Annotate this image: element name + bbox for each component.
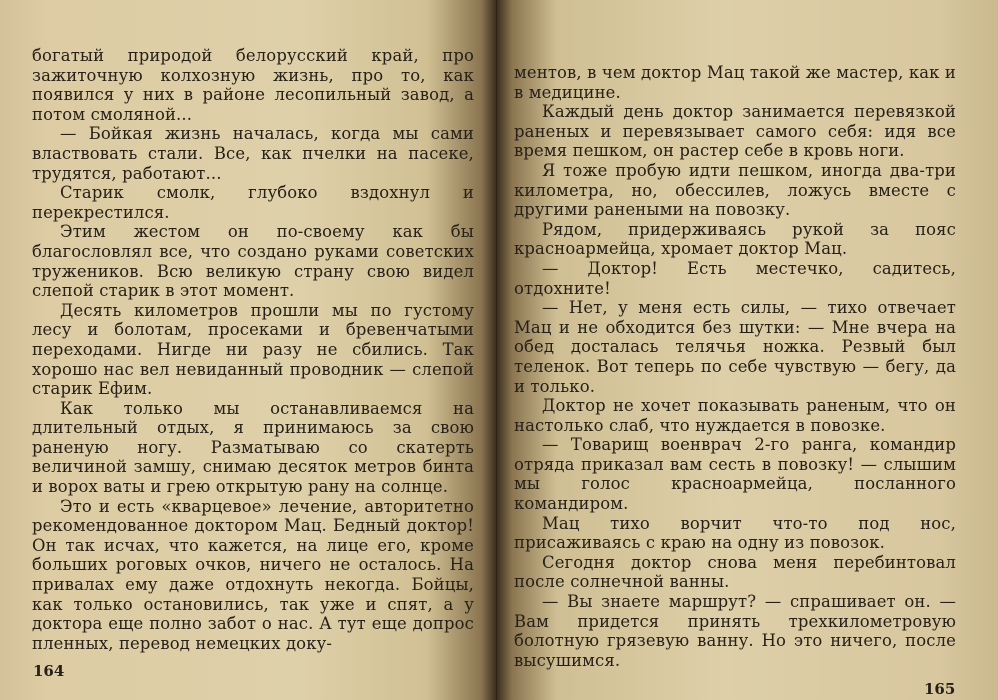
- page-number: 165: [924, 680, 956, 698]
- paragraph: Каждый день доктор занимается перевязкой раненых и перевязывает самого себя: идя все время пешком, он растер себе в кровь ноги.: [514, 102, 956, 161]
- page-number: 164: [33, 662, 65, 680]
- paragraph: — Доктор! Есть местечко, садитесь, отдохните!: [514, 258, 956, 298]
- paragraph: богатый природой белорусский край, про зажиточную колхозную жизнь, про то, как появился у них в районе лесопильный завод, а потом смоляной...: [32, 46, 474, 124]
- paragraph: — Нет, у меня есть силы, — тихо отвечает Мац и не обходится без шутки: — Мне вчера на обед досталась телячья ножка. Резвый был теленок. Вот теперь по себе чувствую — бегу, да и только.: [514, 298, 956, 396]
- paragraph: Как только мы останавливаемся на длительный отдых, я принимаюсь за свою раненую ногу. Разматываю со скатерть величиной замшу, снимаю десяток метров бинта и ворох ваты и грею открытую рану на солнце.: [32, 398, 474, 497]
- paragraph: — Товарищ военврач 2-го ранга, командир отряда приказал вам сесть в повозку! — слышим мы голос красноармейца, посланного командиром.: [514, 435, 956, 514]
- paragraph: Рядом, придерживаясь рукой за пояс красноармейца, хромает доктор Мац.: [514, 219, 956, 259]
- paragraph: Старик смолк, глубоко вздохнул и перекрестился.: [32, 183, 474, 222]
- left-page: [0, 0, 496, 700]
- paragraph: Это и есть «кварцевое» лечение, авторитетно рекомендованное доктором Мац. Бедный доктор! Он так исчах, что кажется, на лице его, кроме больших роговых очков, ничего не осталось. На привалах ему даже отдохнуть некогда. Бойцы, как только остановились, так уже и спят, а у доктора еще полно забот о нас. А тут еще допрос пленных, перевод немецких доку-: [32, 496, 474, 653]
- paragraph: — Бойкая жизнь началась, когда мы сами властвовать стали. Все, как пчелки на пасеке, трудятся, работают...: [32, 124, 474, 183]
- paragraph: ментов, в чем доктор Мац такой же мастер, как и в медицине.: [514, 63, 956, 102]
- paragraph: Мац тихо ворчит что-то под нос, присаживаясь с краю на одну из повозок.: [514, 513, 956, 553]
- right-page-text: [514, 63, 956, 670]
- right-page: [497, 0, 998, 700]
- paragraph: Этим жестом он по-своему как бы благословлял все, что создано руками советских тружеников. Всю великую страну свою видел слепой старик в этот момент.: [32, 222, 474, 301]
- paragraph: Доктор не хочет показывать раненым, что он настолько слаб, что нуждается в повозке.: [514, 396, 956, 435]
- paragraph: Десять километров прошли мы по густому лесу и болотам, просеками и бревенчатыми переходами. Нигде ни разу не сбились. Так хорошо нас вел невиданный проводник — слепой старик Ефим.: [32, 300, 474, 399]
- left-page-text: [32, 46, 474, 653]
- paragraph: — Вы знаете маршрут? — спрашивает он. — Вам придется принять трехкилометровую болотную грязевую ванну. Но это ничего, после высушимся.: [514, 592, 956, 670]
- paragraph: Я тоже пробую идти пешком, иногда два-три километра, но, обессилев, ложусь вместе с другими ранеными на повозку.: [514, 160, 956, 220]
- paragraph: Сегодня доктор снова меня перебинтовал после солнечной ванны.: [514, 552, 956, 592]
